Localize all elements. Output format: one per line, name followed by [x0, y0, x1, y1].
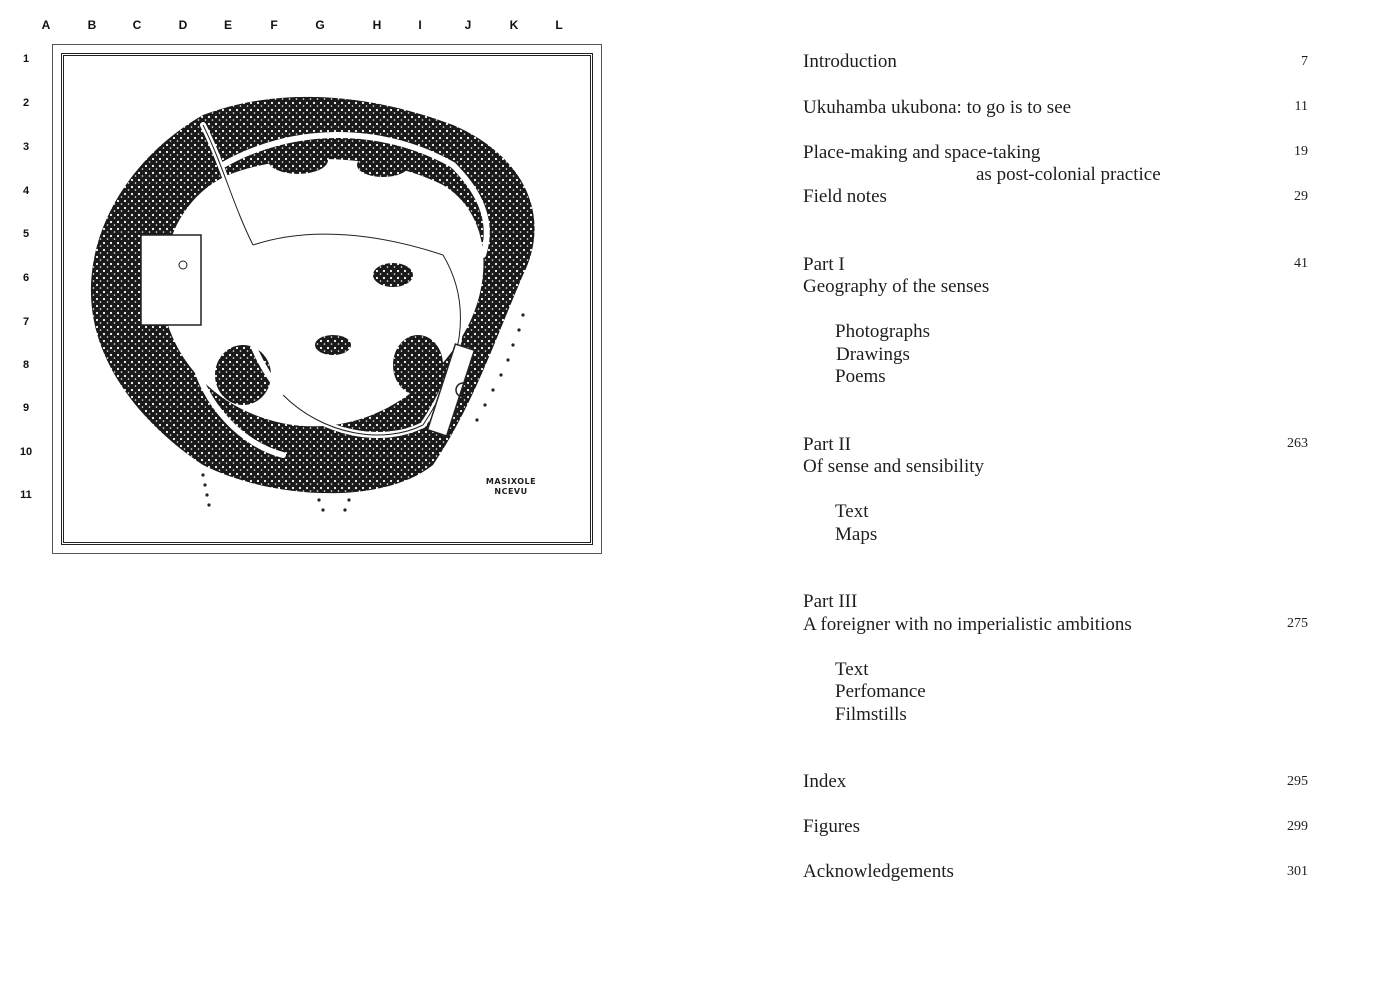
grid-col-label: A	[41, 18, 51, 32]
grid-col-label: L	[555, 18, 563, 32]
grid-row-label: 7	[22, 316, 30, 328]
toc-introduction[interactable]: Introduction	[803, 51, 897, 72]
grid-col-label: C	[132, 18, 142, 32]
grid-col-label: B	[87, 18, 97, 32]
grid-row-label: 9	[22, 402, 30, 414]
page-number: 275	[1287, 616, 1308, 631]
grid-row-label: 4	[22, 185, 30, 197]
page-number: 295	[1287, 774, 1308, 789]
grid-row-label: 1	[22, 53, 30, 65]
toc-part-title[interactable]: Geography of the senses	[803, 276, 990, 297]
grid-row-label: 11	[20, 489, 32, 501]
toc-part-title[interactable]: A foreigner with no imperialistic ambitions	[803, 614, 1132, 635]
page-number: 299	[1287, 819, 1308, 834]
toc-sub-item[interactable]: Photographs	[835, 321, 930, 342]
toc-index[interactable]: Index	[803, 771, 847, 792]
grid-col-label: D	[178, 18, 188, 32]
map-illustration	[52, 44, 602, 554]
grid-col-label: F	[270, 18, 278, 32]
grid-row-label: 6	[22, 272, 30, 284]
building	[141, 235, 201, 325]
toc-place-making-line2: as post-colonial practice	[976, 164, 1161, 185]
toc-field-notes[interactable]: Field notes	[803, 186, 887, 207]
grid-col-label: H	[372, 18, 382, 32]
grid-row-label: 5	[22, 228, 30, 240]
toc-sub-item[interactable]: Text	[835, 501, 869, 522]
page-number: 11	[1294, 99, 1308, 114]
grid-col-label: G	[315, 18, 325, 32]
toc-part-title[interactable]: Of sense and sensibility	[803, 456, 985, 477]
grid-row-label: 10	[19, 446, 33, 458]
toc-sub-item[interactable]: Text	[835, 659, 869, 680]
grid-col-label: J	[464, 18, 472, 32]
toc-part-label[interactable]: Part II	[803, 434, 852, 455]
grid-col-label: K	[509, 18, 519, 32]
toc-part-label[interactable]: Part I	[803, 254, 845, 275]
toc-sub-item[interactable]: Poems	[835, 366, 886, 387]
page-number: 29	[1294, 189, 1308, 204]
toc-part-label[interactable]: Part III	[803, 591, 858, 612]
toc-sub-item[interactable]: Drawings	[836, 344, 910, 365]
artist-signature: MASIXOLE NCEVU	[485, 477, 537, 496]
toc-sub-item[interactable]: Maps	[835, 524, 878, 545]
page-number: 19	[1294, 144, 1308, 159]
grid-row-label: 2	[22, 97, 30, 109]
page-number: 41	[1294, 256, 1308, 271]
toc-sub-item[interactable]: Perfomance	[835, 681, 926, 702]
grid-row-label: 8	[22, 359, 30, 371]
grid-row-label: 3	[22, 141, 30, 153]
toc-acknowledgements[interactable]: Acknowledgements	[803, 861, 954, 882]
toc-sub-item[interactable]: Filmstills	[835, 704, 907, 725]
toc-ukuhamba[interactable]: Ukuhamba ukubona: to go is to see	[803, 97, 1072, 118]
grid-col-label: I	[418, 18, 422, 32]
grid-col-label: E	[223, 18, 232, 32]
toc-figures[interactable]: Figures	[803, 816, 860, 837]
page-number: 263	[1287, 436, 1308, 451]
page-number: 7	[1301, 54, 1308, 69]
toc-place-making[interactable]: Place-making and space-taking	[803, 142, 1041, 163]
page-number: 301	[1287, 864, 1308, 879]
